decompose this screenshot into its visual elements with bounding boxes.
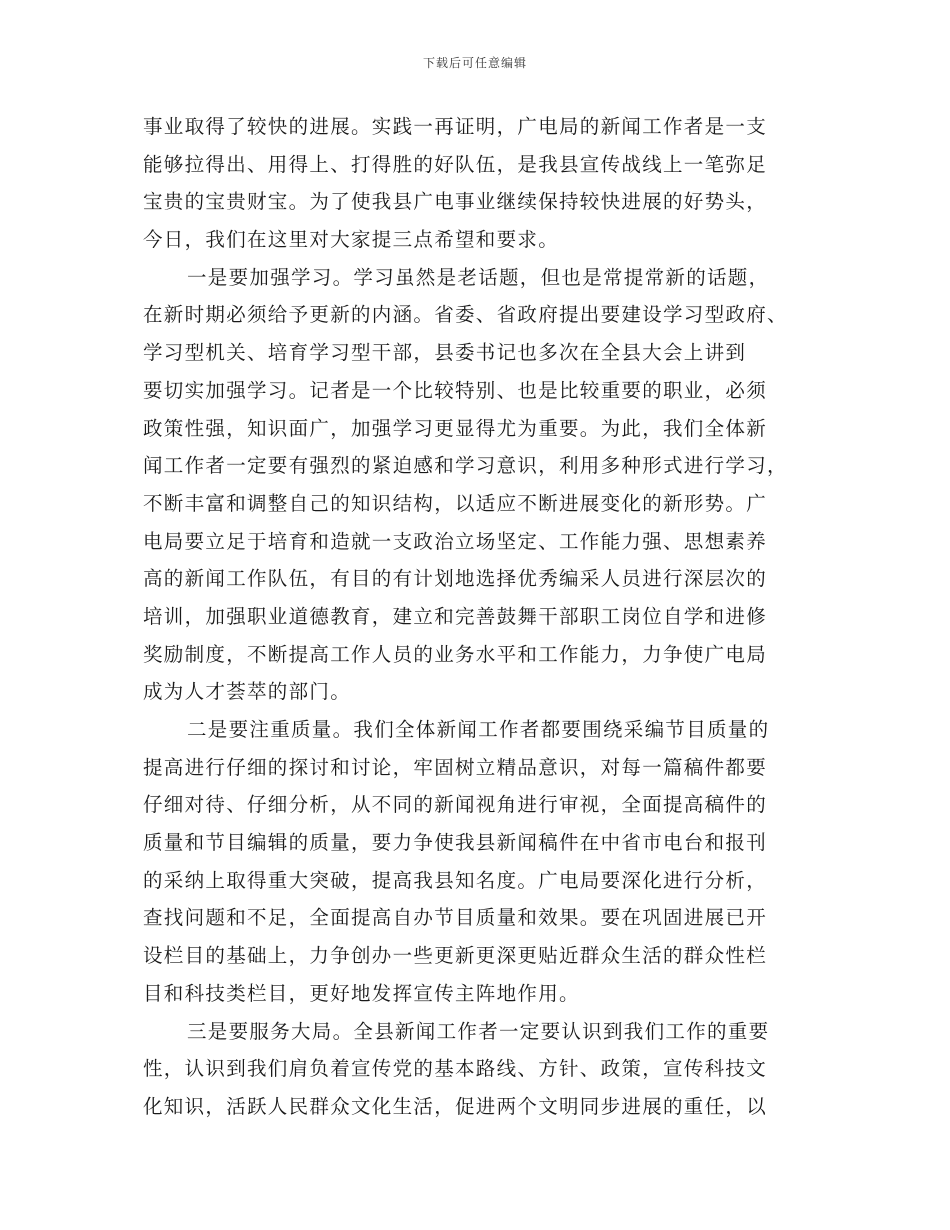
text-line: 要切实加强学习。记者是一个比较特别、也是比较重要的职业，必须	[143, 378, 768, 402]
text-line: 高的新闻工作队伍，有目的有计划地选择优秀编采人员进行深层次的	[143, 567, 768, 591]
text-line: 培训，加强职业道德教育，建立和完善鼓舞干部职工岗位自学和进修	[143, 604, 768, 628]
text-line: 仔细对待、仔细分析，从不同的新闻视角进行审视，全面提高稿件的	[143, 793, 768, 817]
text-line: 目和科技类栏目，更好地发挥宣传主阵地作用。	[143, 981, 580, 1005]
text-line: 查找问题和不足，全面提高自办节目质量和效果。要在巩固进展已开	[143, 906, 768, 930]
text-line: 设栏目的基础上，力争创办一些更新更深更贴近群众生活的群众性栏	[143, 944, 768, 968]
text-line: 提高进行仔细的探讨和讨论，牢固树立精品意识，对每一篇稿件都要	[143, 755, 768, 779]
text-line: 不断丰富和调整自己的知识结构，以适应不断进展变化的新形势。广	[143, 491, 768, 515]
text-line: 化知识，活跃人民群众文化生活，促进两个文明同步进展的重任，以	[143, 1094, 768, 1118]
text-line: 的采纳上取得重大突破，提高我县知名度。广电局要深化进行分析，	[143, 868, 768, 892]
paragraph-start-line: 二是要注重质量。我们全体新闻工作者都要围绕采编节目质量的	[187, 718, 770, 741]
page-header: 下载后可任意编辑	[422, 56, 527, 70]
text-line: 成为人才荟萃的部门。	[143, 680, 352, 704]
text-line: 在新时期必须给予更新的内涵。省委、省政府提出要建设学习型政府、	[143, 303, 788, 327]
text-line: 质量和节目编辑的质量，要力争使我县新闻稿件在中省市电台和报刊	[143, 831, 768, 855]
text-line: 宝贵的宝贵财宝。为了使我县广电事业继续保持较快进展的好势头，	[143, 190, 768, 214]
text-line: 学习型机关、培育学习型干部，县委书记也多次在全县大会上讲到	[143, 341, 747, 365]
paragraph-start-line: 一是要加强学习。学习虽然是老话题，但也是常提常新的话题，	[187, 265, 770, 289]
text-line: 能够拉得出、用得上、打得胜的好队伍，是我县宣传战线上一笔弥足	[143, 152, 768, 176]
text-line: 今日，我们在这里对大家提三点希望和要求。	[143, 228, 560, 252]
text-line: 闻工作者一定要有强烈的紧迫感和学习意识，利用多种形式进行学习，	[143, 454, 788, 478]
text-line: 电局要立足于培育和造就一支政治立场坚定、工作能力强、思想素养	[143, 529, 768, 553]
text-line: 事业取得了较快的进展。实践一再证明，广电局的新闻工作者是一支	[143, 115, 768, 138]
text-line: 性，认识到我们肩负着宣传党的基本路线、方针、政策，宣传科技文	[143, 1057, 768, 1081]
text-line: 政策性强，知识面广，加强学习更显得尤为重要。为此，我们全体新	[143, 416, 768, 440]
paragraph-start-line: 三是要服务大局。全县新闻工作者一定要认识到我们工作的重要	[187, 1019, 770, 1043]
text-line: 奖励制度，不断提高工作人员的业务水平和工作能力，力争使广电局	[143, 642, 768, 666]
document-body	[143, 108, 813, 1126]
